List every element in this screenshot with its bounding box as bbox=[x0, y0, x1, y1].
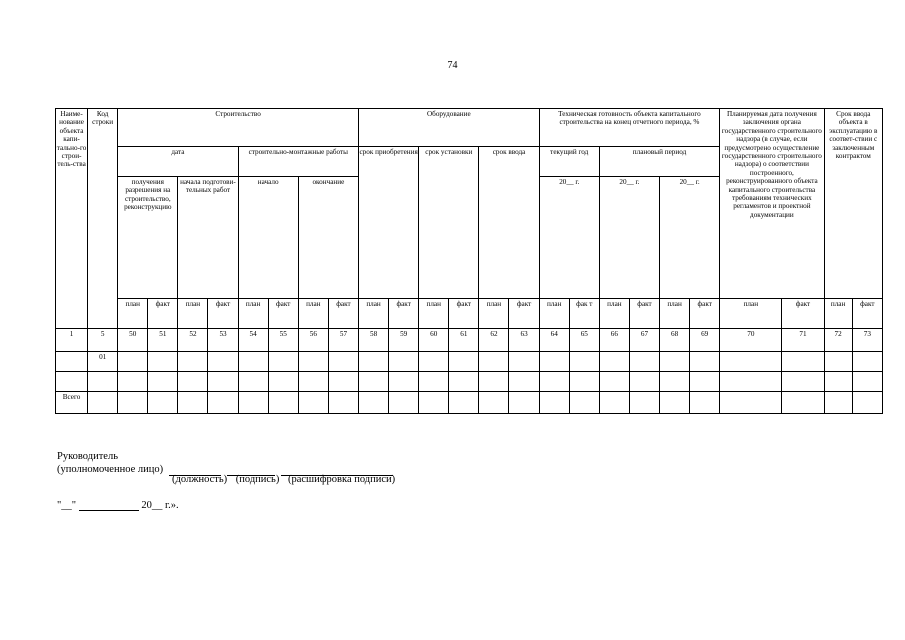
col-plan: план bbox=[298, 299, 328, 329]
col-plan: план bbox=[359, 299, 389, 329]
total-label: Всего bbox=[56, 392, 88, 414]
col-fact: факт bbox=[629, 299, 659, 329]
column-number: 54 bbox=[238, 329, 268, 352]
table-row bbox=[56, 372, 883, 392]
col-plan: план bbox=[118, 299, 148, 329]
col-fact: факт bbox=[782, 299, 824, 329]
table-row bbox=[56, 352, 883, 372]
header-name: Наиме-нование объекта капи-тально-го строи-тель-ства bbox=[56, 109, 88, 329]
date-line bbox=[57, 500, 179, 511]
page-number: 74 bbox=[447, 60, 458, 71]
col-plan: план bbox=[238, 299, 268, 329]
head-label: Руководитель bbox=[57, 451, 118, 462]
column-number: 63 bbox=[509, 329, 539, 352]
column-number: 65 bbox=[569, 329, 599, 352]
header-permit: получения разрешения на строительство, реконструкцию bbox=[118, 177, 178, 299]
column-number: 64 bbox=[539, 329, 569, 352]
col-fact: факт bbox=[328, 299, 358, 329]
column-number: 53 bbox=[208, 329, 238, 352]
column-number: 62 bbox=[479, 329, 509, 352]
col-fact: факт bbox=[509, 299, 539, 329]
header-date: дата bbox=[118, 147, 238, 177]
column-number: 60 bbox=[419, 329, 449, 352]
date-year: 20__ г.». bbox=[141, 500, 179, 511]
column-number: 67 bbox=[629, 329, 659, 352]
signature-caption: (подпись) bbox=[235, 474, 280, 485]
col-plan: план bbox=[660, 299, 690, 329]
column-number: 69 bbox=[690, 329, 720, 352]
col-fact: фак т bbox=[569, 299, 599, 329]
header-input: срок ввода bbox=[479, 147, 539, 299]
signature-block bbox=[57, 450, 393, 476]
decoding-caption: (расшифровка подписи) bbox=[287, 474, 396, 485]
date-day: "__" bbox=[57, 500, 77, 511]
header-commissioning: Срок ввода объекта в эксплуатацию в соответ-ствии с заключенным контрактом bbox=[824, 109, 882, 299]
column-number: 1 bbox=[56, 329, 88, 352]
header-end: окончание bbox=[298, 177, 358, 299]
column-number: 52 bbox=[178, 329, 208, 352]
signature-captions bbox=[172, 474, 401, 485]
column-number: 5 bbox=[88, 329, 118, 352]
column-numbers-row bbox=[56, 329, 883, 352]
code-01: 01 bbox=[88, 352, 118, 372]
col-fact: факт bbox=[852, 299, 882, 329]
header-works: строительно-монтажные работы bbox=[238, 147, 358, 177]
column-number: 50 bbox=[118, 329, 148, 352]
col-fact: факт bbox=[268, 299, 298, 329]
header-equipment: Оборудование bbox=[359, 109, 540, 147]
column-number: 57 bbox=[328, 329, 358, 352]
header-construction: Строительство bbox=[118, 109, 359, 147]
col-plan: план bbox=[539, 299, 569, 329]
header-planned-date: Планируемая дата получения заключения органа государственного строительного надзора (в случае, если предусмотрено осуществление государственного строительного надзора) о соответствии построенного, реконструированного объекта капитального строительства требованиям технических регламентов и проектной документации bbox=[720, 109, 824, 299]
col-fact: факт bbox=[389, 299, 419, 329]
header-planned-period: плановый период bbox=[599, 147, 719, 177]
column-number: 66 bbox=[599, 329, 629, 352]
position-caption: (должность) bbox=[172, 474, 228, 485]
column-number: 59 bbox=[389, 329, 419, 352]
column-number: 56 bbox=[298, 329, 328, 352]
col-plan: план bbox=[599, 299, 629, 329]
header-year-2: 20__ г. bbox=[599, 177, 659, 299]
header-readiness: Техническая готовность объекта капитального строительства на конец отчетного периода, % bbox=[539, 109, 720, 147]
col-plan: план bbox=[479, 299, 509, 329]
header-installation: срок установки bbox=[419, 147, 479, 299]
header-start: начало bbox=[238, 177, 298, 299]
col-plan: план bbox=[720, 299, 782, 329]
column-number: 70 bbox=[720, 329, 782, 352]
col-plan: план bbox=[824, 299, 852, 329]
column-number: 71 bbox=[782, 329, 824, 352]
header-prep-start: начала подготови-тельных работ bbox=[178, 177, 238, 299]
date-month-line bbox=[79, 500, 139, 511]
column-number: 51 bbox=[148, 329, 178, 352]
col-fact: факт bbox=[148, 299, 178, 329]
header-code: Код строки bbox=[88, 109, 118, 329]
col-fact: факт bbox=[690, 299, 720, 329]
column-number: 73 bbox=[852, 329, 882, 352]
header-year-1: 20__ г. bbox=[539, 177, 599, 299]
column-number: 55 bbox=[268, 329, 298, 352]
col-fact: факт bbox=[449, 299, 479, 329]
column-number: 72 bbox=[824, 329, 852, 352]
column-number: 68 bbox=[660, 329, 690, 352]
total-row bbox=[56, 392, 883, 414]
column-number: 61 bbox=[449, 329, 479, 352]
column-number: 58 bbox=[359, 329, 389, 352]
col-fact: факт bbox=[208, 299, 238, 329]
header-year-3: 20__ г. bbox=[660, 177, 720, 299]
report-table bbox=[55, 108, 883, 414]
col-plan: план bbox=[178, 299, 208, 329]
header-current-year: текущий год bbox=[539, 147, 599, 177]
col-plan: план bbox=[419, 299, 449, 329]
authorized-label: (уполномоченное лицо) bbox=[57, 464, 164, 475]
header-acquisition: срок приобретения bbox=[359, 147, 419, 299]
